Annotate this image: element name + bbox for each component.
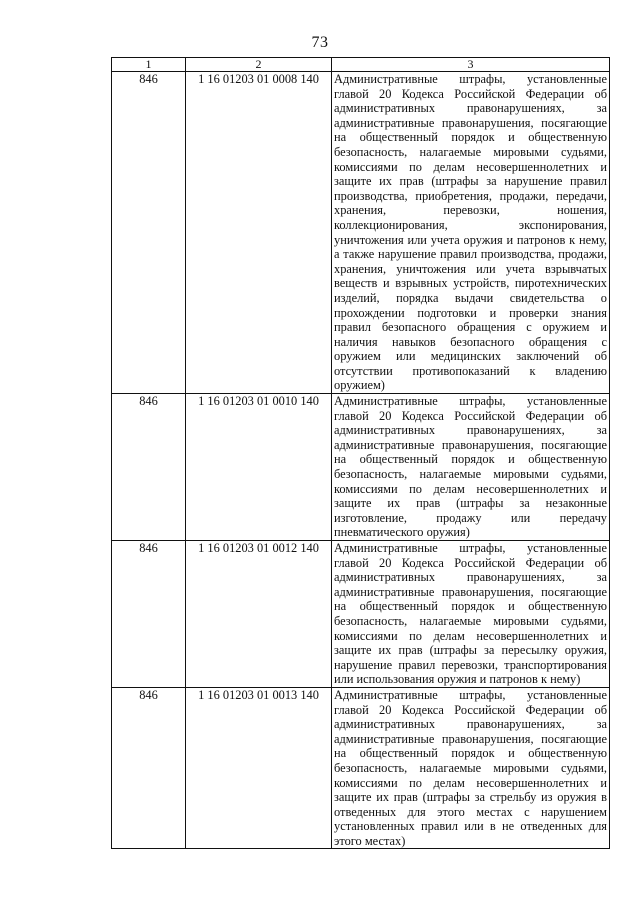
admin-code-cell: 846 [112, 72, 186, 394]
admin-code-cell: 846 [112, 541, 186, 688]
admin-code-cell: 846 [112, 394, 186, 541]
table-row [112, 394, 610, 541]
column-header-3: 3 [332, 58, 610, 72]
description-cell: Административные штрафы, установленные главой 20 Кодекса Российской Федерации об административных правонарушениях, за административные правонарушения, посягающие на общественный порядок и общественную безопасность, налагаемые мировыми судьями, комиссиями по делам несовершеннолетних и защите их прав (штрафы за стрельбу из оружия в отведенных для этого местах с нарушением установленных правил или в не отведенных для этого местах) [332, 687, 610, 849]
column-header-2: 2 [186, 58, 332, 72]
kbk-code-cell: 1 16 01203 01 0010 140 [186, 394, 332, 541]
kbk-code-cell: 1 16 01203 01 0008 140 [186, 72, 332, 394]
table-row [112, 72, 610, 394]
table-header-row [112, 58, 610, 72]
kbk-code-cell: 1 16 01203 01 0013 140 [186, 687, 332, 849]
page-number: 73 [311, 34, 329, 51]
budget-codes-table [111, 57, 610, 849]
description-cell: Административные штрафы, установленные главой 20 Кодекса Российской Федерации об административных правонарушениях, за административные правонарушения, посягающие на общественный порядок и общественную безопасность, налагаемые мировыми судьями, комиссиями по делам несовершеннолетних и защите их прав (штрафы за пересылку оружия, нарушение правил перевозки, транспортирования или использования оружия и патронов к нему) [332, 541, 610, 688]
table-row [112, 687, 610, 849]
admin-code-cell: 846 [112, 687, 186, 849]
description-cell: Административные штрафы, установленные главой 20 Кодекса Российской Федерации об административных правонарушениях, за административные правонарушения, посягающие на общественный порядок и общественную безопасность, налагаемые мировыми судьями, комиссиями по делам несовершеннолетних и защите их прав (штрафы за нарушение правил производства, приобретения, продажи, передачи, хранения, перевозки, ношения, коллекционирования, экспонирования, уничтожения или учета оружия и патронов к нему, а также нарушение правил производства, продажи, хранения, уничтожения или учета взрывчатых веществ и взрывных устройств, пиротехнических изделий, порядка выдачи свидетельства о прохождении подготовки и проверки знания правил безопасного обращения с оружием и наличия навыков безопасного обращения с оружием или медицинских заключений об отсутствии противопоказаний к владению оружием) [332, 72, 610, 394]
description-cell: Административные штрафы, установленные главой 20 Кодекса Российской Федерации об административных правонарушениях, за административные правонарушения, посягающие на общественный порядок и общественную безопасность, налагаемые мировыми судьями, комиссиями по делам несовершеннолетних и защите их прав (штрафы за незаконные изготовление, продажу или передачу пневматического оружия) [332, 394, 610, 541]
kbk-code-cell: 1 16 01203 01 0012 140 [186, 541, 332, 688]
column-header-1: 1 [112, 58, 186, 72]
table-row [112, 541, 610, 688]
